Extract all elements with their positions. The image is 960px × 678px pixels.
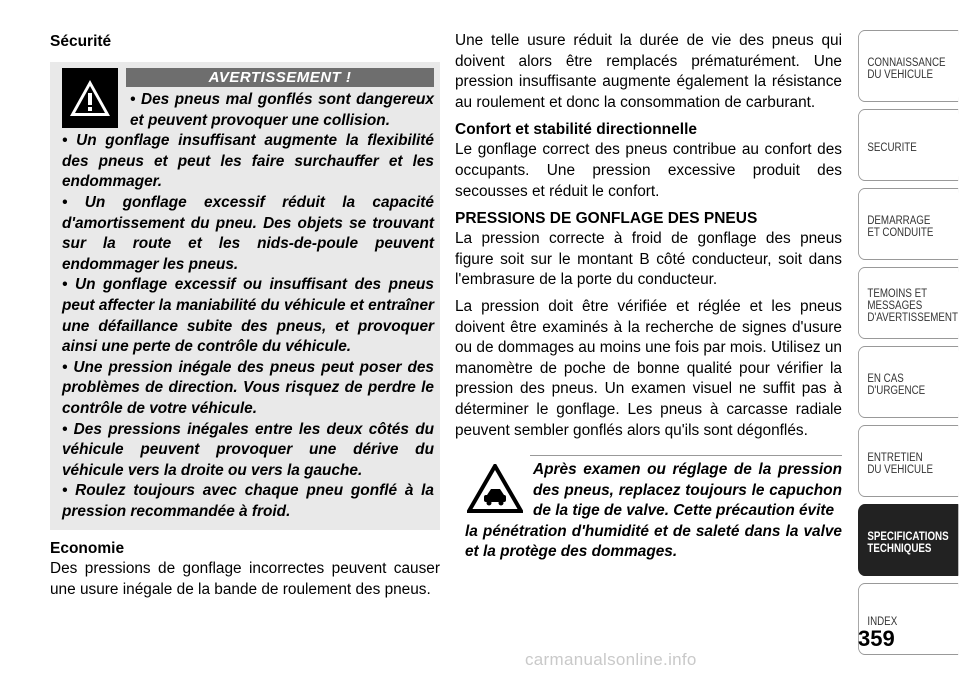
warning-item: • Un gonflage excessif réduit la capacité d'amortissement du pneu. Des objets se trouvant sur la route et les nids-de-poule peuvent endommager les pneus.: [62, 193, 434, 273]
tab-demarrage-conduite[interactable]: DEMARRAGE ET CONDUITE: [858, 188, 958, 260]
heading-economie: Economie: [50, 540, 125, 558]
note-rule: [530, 455, 842, 456]
tab-temoins-messages[interactable]: TEMOINS ET MESSAGES D'AVERTISSEMENT: [858, 267, 958, 339]
heading-pressions: PRESSIONS DE GONFLAGE DES PNEUS: [455, 210, 758, 228]
pressions-text-1: La pression correcte à froid de gonflage des pneus figure soit sur le montant B côté conducteur, soit dans l'embrasure de la porte du conducteur.: [455, 230, 842, 289]
intro-text: Une telle usure réduit la durée de vie des pneus qui doivent alors être remplacés prématurément. Une pression insuffisante augmente également la résistance au roulement et donc la consommation de carburant.: [455, 32, 842, 111]
note-text-a: Après examen ou réglage de la pression des pneus, replacez toujours le capuchon de la tige de valve. Cette précaution évite: [533, 461, 842, 520]
warning-item: • Une pression inégale des pneus peut poser des problèmes de direction. Vous risquez de perdre le contrôle de votre véhicule.: [62, 358, 434, 417]
warning-item: • Des pneus mal gonflés sont dangereux et peuvent provoquer une collision.: [130, 91, 434, 129]
chapter-tabs: [858, 30, 960, 662]
note-box: [455, 455, 842, 563]
tab-specifications-techniques[interactable]: SPECIFICATIONS TECHNIQUES: [858, 504, 958, 576]
page-number: 359: [858, 626, 895, 651]
pressions-text-2: La pression doit être vérifiée et réglée et les pneus doivent être examinés à la recherche de signes d'usure ou de dommages au moins une fois par mois. Utilisez un manomètre de poche de bonne qualité pour vérifier la pression des pneus. Un examen visuel ne suffit pas à déterminer le gonflage. Les pneus à carcasse radiale peuvent sembler gonflés alors qu'ils sont dégonflés.: [455, 297, 842, 439]
warning-box: [50, 62, 440, 530]
tab-index[interactable]: INDEX: [858, 583, 958, 655]
warning-banner: AVERTISSEMENT !: [126, 68, 434, 87]
warning-item: • Un gonflage insuffisant augmente la flexibilité des pneus et peut les faire surchauffer et les endommager.: [62, 132, 434, 191]
watermark: carmanualsonline.info: [525, 650, 697, 669]
car-caution-icon: [467, 464, 523, 518]
tab-en-cas-urgence[interactable]: EN CAS D'URGENCE: [858, 346, 958, 418]
warning-triangle-icon: [62, 68, 118, 128]
warning-item: • Roulez toujours avec chaque pneu gonflé à la pression recommandée à froid.: [62, 482, 434, 520]
left-column: [50, 31, 440, 601]
tab-connaissance-vehicule[interactable]: CONNAISSANCE DU VEHICULE: [858, 30, 958, 102]
right-column: [455, 31, 842, 563]
tab-securite[interactable]: SECURITE: [858, 109, 958, 181]
note-text-b: la pénétration d'humidité et de saleté dans la valve et la protège des dommages.: [465, 522, 842, 561]
warning-item: • Des pressions inégales entre les deux côtés du véhicule peuvent provoquer une dérive du véhicule vers la droite ou vers la gauche.: [62, 420, 434, 479]
heading-securite: Sécurité: [50, 33, 112, 50]
heading-confort: Confort et stabilité directionnelle: [455, 121, 697, 139]
confort-text: Le gonflage correct des pneus contribue au confort des occupants. Une pression excessive produit des secousses et réduit le confort.: [455, 141, 842, 200]
warning-item: • Un gonflage excessif ou insuffisant des pneus peut affecter la maniabilité du véhicule et entraîner une défaillance subite des pneus, et provoquer ainsi une perte de contrôle du véhicule.: [62, 276, 434, 356]
tab-entretien-vehicule[interactable]: ENTRETIEN DU VEHICULE: [858, 425, 958, 497]
economie-text: Des pressions de gonflage incorrectes peuvent causer une usure inégale de la bande de roulement des pneus.: [50, 560, 440, 599]
